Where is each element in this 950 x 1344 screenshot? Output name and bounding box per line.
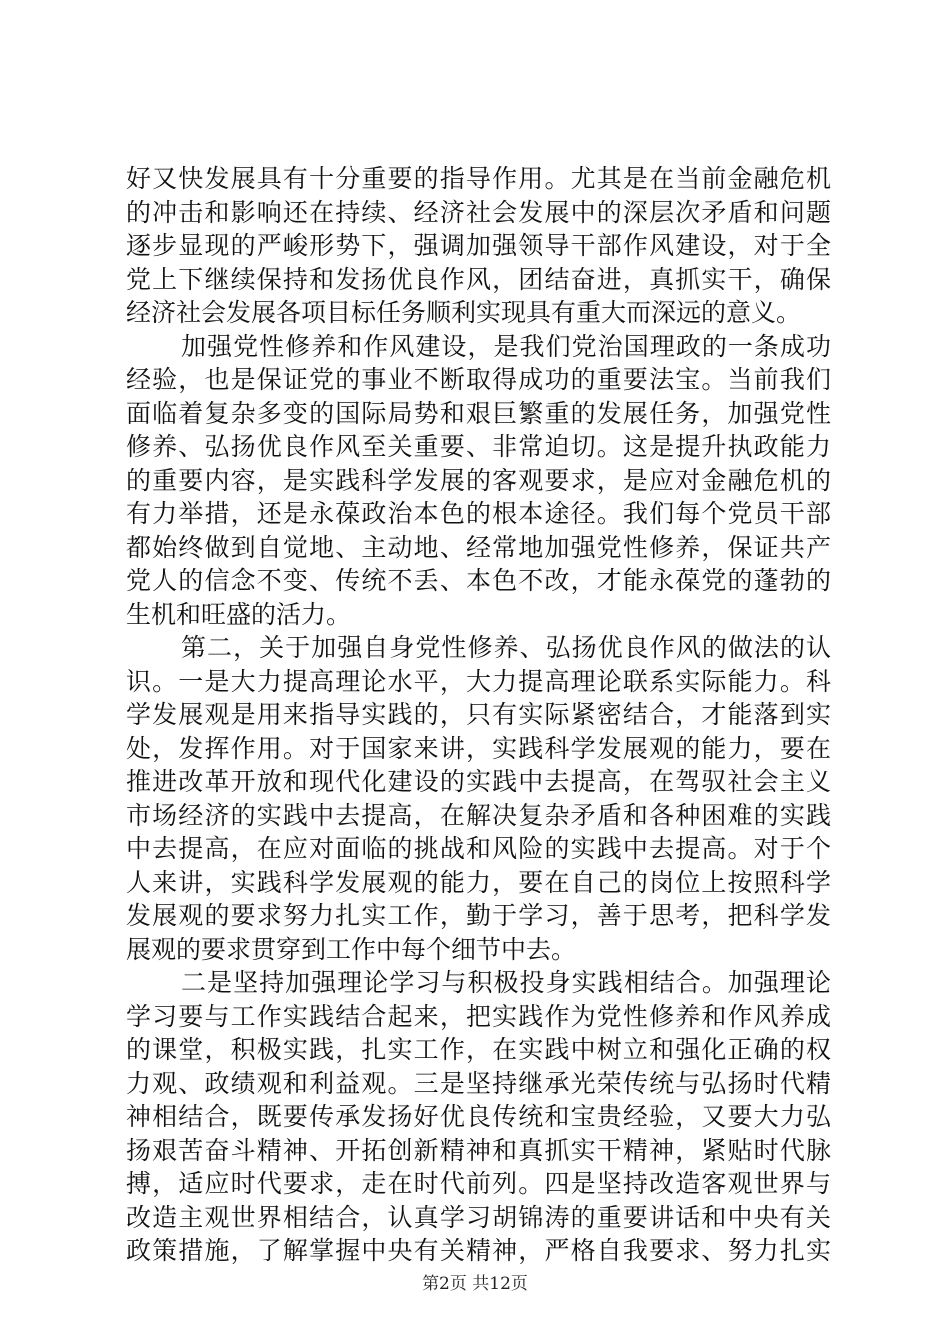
- text-line: 处，发挥作用。对于国家来讲，实践科学发展观的能力，要在: [126, 733, 831, 763]
- text-line: 扬艰苦奋斗精神、开拓创新精神和真抓实干精神，紧贴时代脉: [126, 1135, 831, 1165]
- text-line: 市场经济的实践中去提高，在解决复杂矛盾和各种困难的实践: [126, 800, 831, 830]
- text-line: 识。一是大力提高理论水平，大力提高理论联系实际能力。科: [126, 666, 831, 696]
- document-body: [126, 162, 831, 1268]
- text-line: 修养、弘扬优良作风至关重要、非常迫切。这是提升执政能力: [126, 432, 831, 461]
- text-line: 逐步显现的严峻形势下，强调加强领导干部作风建设，对于全: [126, 231, 831, 260]
- paragraph-1: [126, 162, 831, 330]
- text-line: 发展观的要求努力扎实工作，勤于学习，善于思考，把科学发: [126, 901, 831, 930]
- text-line: 的课堂，积极实践，扎实工作，在实践中树立和强化正确的权: [126, 1035, 831, 1064]
- paragraph-4: [126, 966, 831, 1268]
- paragraph-2: [126, 330, 831, 632]
- text-line: 都始终做到自觉地、主动地、经常地加强党性修养，保证共产: [126, 532, 831, 562]
- text-line: 经验，也是保证党的事业不断取得成功的重要法宝。当前我们: [126, 365, 831, 394]
- text-line: 学发展观是用来指导实践的，只有实际紧密结合，才能落到实: [126, 700, 831, 729]
- text-line: 展观的要求贯穿到工作中每个细节中去。: [126, 934, 577, 964]
- text-line: 搏，适应时代要求，走在时代前列。四是坚持改造客观世界与: [126, 1169, 831, 1198]
- text-line: 党上下继续保持和发扬优良作风，团结奋进，真抓实干，确保: [126, 264, 831, 294]
- text-line: 力观、政绩观和利益观。三是坚持继承光荣传统与弘扬时代精: [126, 1068, 831, 1098]
- text-line: 生机和旺盛的活力。: [126, 599, 352, 629]
- page-number-footer: 第2页 共12页: [422, 1274, 528, 1294]
- text-line: 加强党性修养和作风建设，是我们党治国理政的一条成功: [181, 331, 831, 361]
- text-line: 神相结合，既要传承发扬好优良传统和宝贵经验，又要大力弘: [126, 1102, 831, 1131]
- text-line: 面临着复杂多变的国际局势和艰巨繁重的发展任务，加强党性: [126, 398, 831, 428]
- text-line: 经济社会发展各项目标任务顺利实现具有重大而深远的意义。: [126, 298, 802, 327]
- text-line: 的冲击和影响还在持续、经济社会发展中的深层次矛盾和问题: [126, 197, 831, 227]
- paragraph-3: [126, 631, 831, 966]
- text-line: 好又快发展具有十分重要的指导作用。尤其是在当前金融危机: [126, 164, 831, 193]
- text-line: 人来讲，实践科学发展观的能力，要在自己的岗位上按照科学: [126, 867, 831, 897]
- text-line: 中去提高，在应对面临的挑战和风险的实践中去提高。对于个: [126, 834, 831, 863]
- text-line: 党人的信念不变、传统不丢、本色不改，才能永葆党的蓬勃的: [126, 566, 831, 595]
- text-line: 政策措施，了解掌握中央有关精神，严格自我要求、努力扎实: [126, 1236, 831, 1265]
- text-line: 有力举措，还是永葆政治本色的根本途径。我们每个党员干部: [126, 499, 831, 528]
- text-line: 第二，关于加强自身党性修养、弘扬优良作风的做法的认: [181, 633, 831, 662]
- text-line: 二是坚持加强理论学习与积极投身实践相结合。加强理论: [181, 968, 831, 997]
- text-line: 改造主观世界相结合，认真学习胡锦涛的重要讲话和中央有关: [126, 1202, 831, 1232]
- text-line: 推进改革开放和现代化建设的实践中去提高，在驾驭社会主义: [126, 767, 831, 796]
- text-line: 的重要内容，是实践科学发展的客观要求，是应对金融危机的: [126, 465, 831, 495]
- text-line: 学习要与工作实践结合起来，把实践作为党性修养和作风养成: [126, 1001, 831, 1031]
